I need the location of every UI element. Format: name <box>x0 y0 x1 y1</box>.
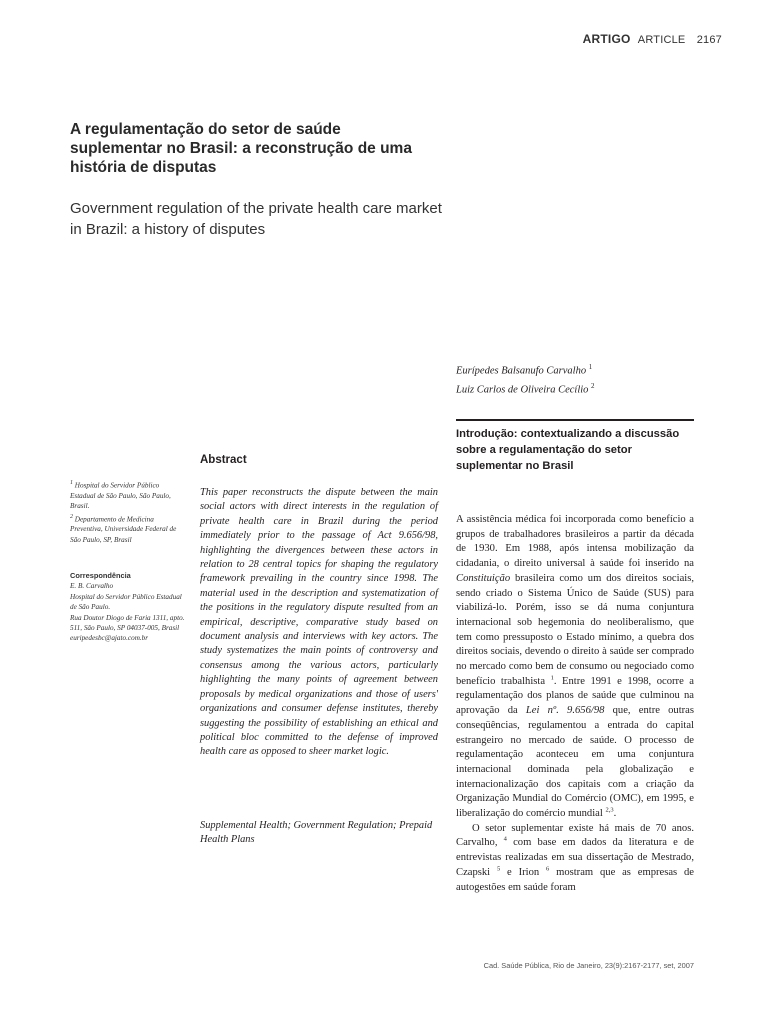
text-run: . Entre 1991 e 1998, ocorre a regulamentação dos planos de saúde que culminou na aprovação da <box>456 675 694 717</box>
page-number: 2167 <box>696 34 722 46</box>
introduction-body <box>456 513 694 895</box>
author-2-name: Luiz Carlos de Oliveira Cecílio <box>456 384 589 395</box>
reference-mark: 4 <box>503 835 507 843</box>
introduction-paragraph-2 <box>456 822 694 896</box>
emphasis-lei: Lei nº. 9.656/98 <box>525 705 605 717</box>
author-1-affiliation-mark: 1 <box>588 363 593 371</box>
text-run: A assistência médica foi incorporada como benefício a grupos de trabalhadores brasileiros a partir da década de 1930. Em 1988, após intensa mobilização da cidadania, o direito universal à saúde foi inserido na <box>456 514 694 570</box>
author-list <box>456 360 595 397</box>
emphasis-constituicao: Constituição <box>456 572 511 584</box>
affiliations <box>70 478 182 545</box>
reference-mark: 2,3 <box>605 806 614 814</box>
keywords: Supplemental Health; Government Regulation; Prepaid Health Plans <box>200 820 433 846</box>
correspondence <box>70 571 188 644</box>
affiliation-2 <box>70 512 182 546</box>
affiliation-1-text: Hospital do Servidor Público Estadual de São Paulo, São Paulo, Brasil. <box>70 481 171 511</box>
running-head <box>583 32 722 46</box>
abstract-heading: Abstract <box>200 454 247 466</box>
article-title-english: Government regulation of the private health care market in Brazil: a history of disputes <box>70 200 442 238</box>
reference-mark: 5 <box>496 865 501 873</box>
author-2 <box>456 379 595 398</box>
correspondence-name: E. B. Carvalho <box>70 582 114 591</box>
correspondence-label: Correspondência <box>70 571 131 580</box>
reference-mark: 1 <box>550 674 554 682</box>
correspondence-address: Rua Doutor Diogo de Faria 1311, apto. 511, São Paulo, SP 04037-005, Brasil <box>70 613 185 633</box>
section-label-pt: ARTIGO <box>582 32 631 46</box>
text-run: O setor suplementar existe há mais de 70 anos. Carvalho, <box>456 822 694 849</box>
author-1 <box>456 360 595 379</box>
text-run: brasileira como um dos direitos sociais, sendo criado o Sistema Único de Saúde (SUS) para viabilizá-lo. Porém, isso se dá numa conjuntura internacional sob hegemonia do neoliberalismo, que tem como pressuposto o Estado mínimo, a quebra dos direitos sociais, devendo o direito à saúde ser comprado no mercado como bem de consumo ou negociado como benefício trabalhista <box>456 572 694 687</box>
correspondence-institution: Hospital do Servidor Público Estadual de São Paulo. <box>70 592 182 612</box>
article-title-portuguese: A regulamentação do setor de saúde suplementar no Brasil: a reconstrução de uma história de disputas <box>70 121 412 176</box>
abstract-text: This paper reconstructs the dispute between the main social actors with direct interests in the regulation of private health care in Brazil during the period immediately prior to the passage of Act 9.656/98, highlighting the divergences between these actors in relation to 28 central topics for shaping the regulatory framework prevailing in the country since 1998. The material used in the description and systematization of the positions in the regulatory dispute resulted from an empirical, descriptive, comparative study based on document analysis and interviews with key actors. The study systematizes the main points of controversy and consensus among the various actors, particularly highlighting the many points of agreement between proposals by medical organizations and those of users' organizations and consumer defense institutes, thereby suggesting the possibility of establishing an ethical and political bloc committed to the defense of improved health care as opposed to sheer market logic. <box>200 487 438 758</box>
text-run: que, entre outras conseqüências, regulamentou a entrada do capital estrangeiro no mercado de saúde. O processo de regulamentação aconteceu em uma conjuntura internacional dominada pela globalização e internacionalização dos capitais com a criação da Organização Mundial do Comércio (OMC), em 1995, e liberalização do comércio mundial <box>456 705 695 820</box>
introduction-heading: Introdução: contextualizando a discussão sobre a regulamentação do setor suplementar no Brasil <box>456 428 680 472</box>
footer-citation: Cad. Saúde Pública, Rio de Janeiro, 23(9):2167-2177, set, 2007 <box>483 961 694 970</box>
text-run: mostram que as empresas de autogestões em saúde foram <box>456 866 694 893</box>
text-run: . <box>613 808 617 820</box>
correspondence-email: euripedesbc@ajato.com.br <box>70 634 149 643</box>
text-run: com base em dados da literatura e de entrevistas realizadas em sua dissertação de Mestrado, Czapski <box>456 837 694 878</box>
affiliation-2-text: Departamento de Medicina Preventiva, Universidade Federal de São Paulo, SP, Brasil <box>70 515 177 544</box>
affiliation-1-mark: 1 <box>70 480 73 486</box>
affiliation-2-mark: 2 <box>70 513 73 520</box>
affiliation-1 <box>70 478 182 512</box>
author-1-name: Eurípedes Balsanufo Carvalho <box>456 365 587 377</box>
introduction-paragraph-1 <box>456 513 694 822</box>
author-divider-rule <box>456 419 694 421</box>
text-run: e Irion <box>500 866 546 878</box>
author-2-affiliation-mark: 2 <box>591 381 595 390</box>
reference-mark: 6 <box>546 865 550 873</box>
section-label-en: ARTICLE <box>637 34 686 46</box>
